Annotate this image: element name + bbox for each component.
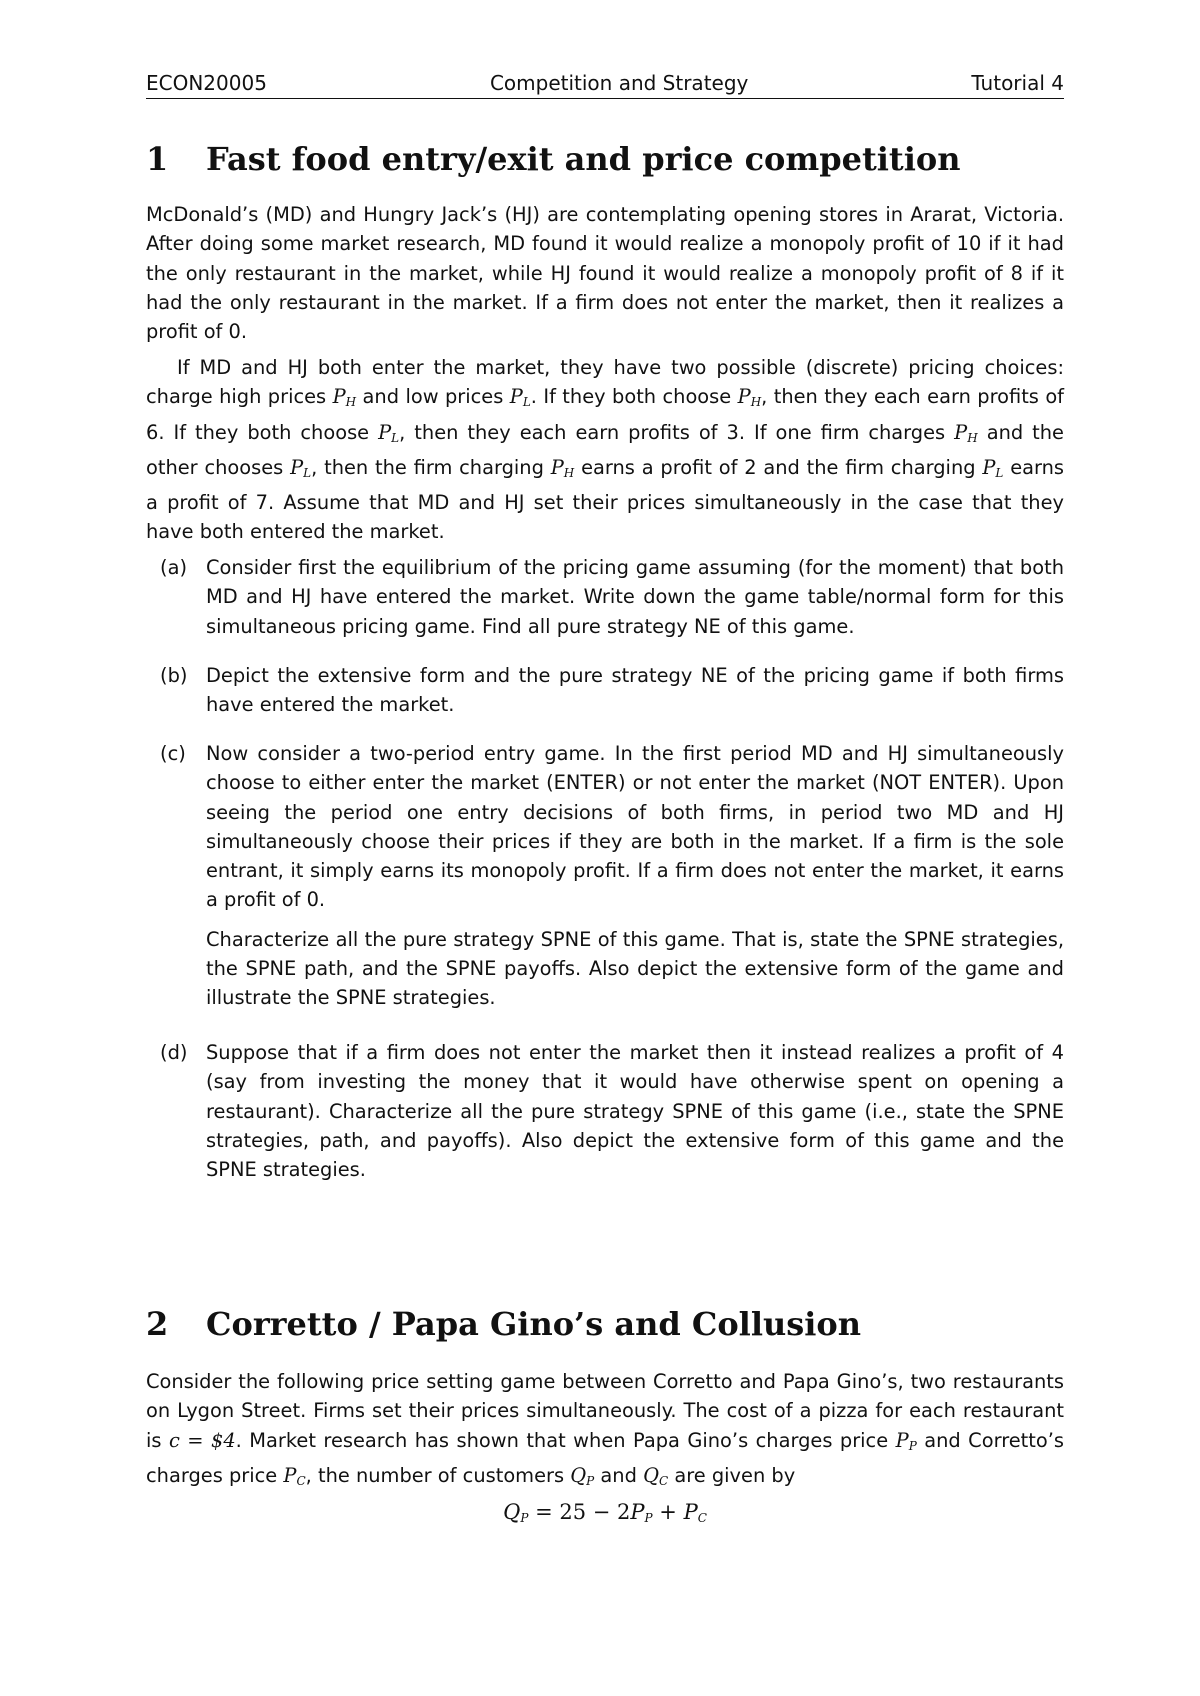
text-run: . If they both choose xyxy=(530,385,732,409)
text-run: Consider the following price setting game between Corretto and Papa Gino’s, two restaurants on Lygon Street. Firms set their prices simultaneously. The cost of a pizza for each restaurant is xyxy=(146,1370,1064,1452)
math-PP: $P_P$ xyxy=(895,1428,917,1453)
section-1-title: Fast food entry/exit and price competition xyxy=(206,140,961,178)
section-1-paragraph-1: McDonald’s (MD) and Hungry Jack’s (HJ) are contemplating opening stores in Ararat, Victoria. After doing some market research, MD found it would realize a monopoly profit of 10 if it had the only restaurant in the market, while HJ found it would realize a monopoly profit of 8 if it had the only restaurant in the market. If a firm does not enter the market, then it realizes a profit of 0. xyxy=(146,203,1064,344)
tutorial-label: Tutorial 4 xyxy=(971,71,1064,95)
item-text: Consider first the equilibrium of the pricing game assuming (for the moment) that both MD and HJ have entered the market. Write down the game table/normal form for this simultaneous pricing game. Find all pure strategy NE of this game. xyxy=(206,556,1064,638)
formula-text: + xyxy=(652,1500,684,1524)
math-PL: $P_L$ xyxy=(982,455,1004,480)
question-item-c xyxy=(160,739,1064,1013)
section-2-title: Corretto / Papa Gino’s and Collusion xyxy=(206,1305,862,1343)
formula-p: P xyxy=(683,1500,698,1524)
text-run: are given by xyxy=(674,1463,796,1487)
text-run: , the number of customers xyxy=(305,1463,565,1487)
section-1-paragraph-2 xyxy=(146,353,1064,547)
text-run: and the other chooses xyxy=(146,420,1064,479)
item-text: Now consider a two-period entry game. In the first period MD and HJ simultaneously choose to either enter the market (ENTER) or not enter the market (NOT ENTER). Upon seeing the period one entry decisions of both firms, in period two MD and HJ simultaneously choose their prices if they are both in the market. If a firm is the sole entrant, it simply earns its monopoly profit. If a firm does not enter the market, it earns a profit of 0. xyxy=(206,742,1064,912)
text-run: If MD and HJ both enter the market, they have two possible (discrete) pricing choices: charge high prices xyxy=(146,356,1064,409)
math-PH: $P_H$ xyxy=(954,420,978,445)
math-PL: $P_L$ xyxy=(378,420,400,445)
question-item-b xyxy=(160,661,1064,720)
math-PH: $P_H$ xyxy=(332,385,357,410)
math-PL: $P_L$ xyxy=(509,385,531,410)
formula-sub: P xyxy=(520,1511,529,1525)
formula-sub: C xyxy=(697,1511,707,1525)
course-code: ECON20005 xyxy=(146,71,267,95)
text-run: , then the firm charging xyxy=(311,455,544,479)
text-run: , then they each earn profits of 3. If one firm charges xyxy=(399,420,946,444)
formula-q: Q xyxy=(503,1500,521,1524)
question-item-d xyxy=(160,1038,1064,1184)
course-title: Competition and Strategy xyxy=(489,71,749,95)
math-PH: $P_H$ xyxy=(737,385,762,410)
section-2-paragraph-1 xyxy=(146,1367,1064,1496)
item-text: Depict the extensive form and the pure strategy NE of the pricing game if both firms have entered the market. xyxy=(206,664,1064,717)
math-cost: c = $4 xyxy=(168,1428,236,1452)
section-2-number: 2 xyxy=(146,1305,169,1343)
text-run: earns a profit of 7. Assume that MD and HJ set their prices simultaneously in the case that they have both entered the market. xyxy=(146,455,1065,544)
math-PL: $P_L$ xyxy=(290,455,312,480)
page-header xyxy=(146,70,1064,99)
section-1-heading xyxy=(146,140,1064,178)
item-label: (c) xyxy=(160,742,186,765)
item-label: (a) xyxy=(160,556,188,579)
text-run: and low prices xyxy=(362,385,504,409)
demand-formula xyxy=(146,1500,1064,1525)
section-1-number: 1 xyxy=(146,140,169,178)
item-text: Suppose that if a firm does not enter the market then it instead realizes a profit of 4 (say from investing the money that it would have otherwise spent on opening a restaurant). Characterize all the pure strategy SPNE of this game (i.e., state the SPNE strategies, path, and payoffs). Also depict the extensive form of this game and the SPNE strategies. xyxy=(206,1041,1064,1182)
text-run: . Market research has shown that when Papa Gino’s charges price xyxy=(235,1428,889,1452)
item-label: (b) xyxy=(160,664,188,687)
text-run: and xyxy=(600,1463,637,1487)
text-run: earns a profit of 2 and the firm charging xyxy=(581,455,976,479)
item-label: (d) xyxy=(160,1041,188,1064)
text-run: , then they each earn profits of 6. If they both choose xyxy=(146,385,1065,444)
formula-text: = 25 − 2 xyxy=(528,1500,631,1524)
text-run: and Corretto’s charges price xyxy=(146,1428,1065,1487)
formula-sub: P xyxy=(644,1511,653,1525)
item-text-continued: Characterize all the pure strategy SPNE of this game. That is, state the SPNE strategies, the SPNE path, and the SPNE payoffs. Also depict the extensive form of the game and illustrate the SPNE strategies. xyxy=(206,927,1064,1010)
formula-p: P xyxy=(630,1500,645,1524)
question-item-a xyxy=(160,553,1064,641)
section-2-heading xyxy=(146,1305,1064,1343)
math-PH: $P_H$ xyxy=(550,455,575,480)
math-QP: $Q_P$ xyxy=(570,1463,595,1488)
math-QC: $Q_C$ xyxy=(643,1463,669,1488)
math-PC: $P_C$ xyxy=(283,1463,306,1488)
